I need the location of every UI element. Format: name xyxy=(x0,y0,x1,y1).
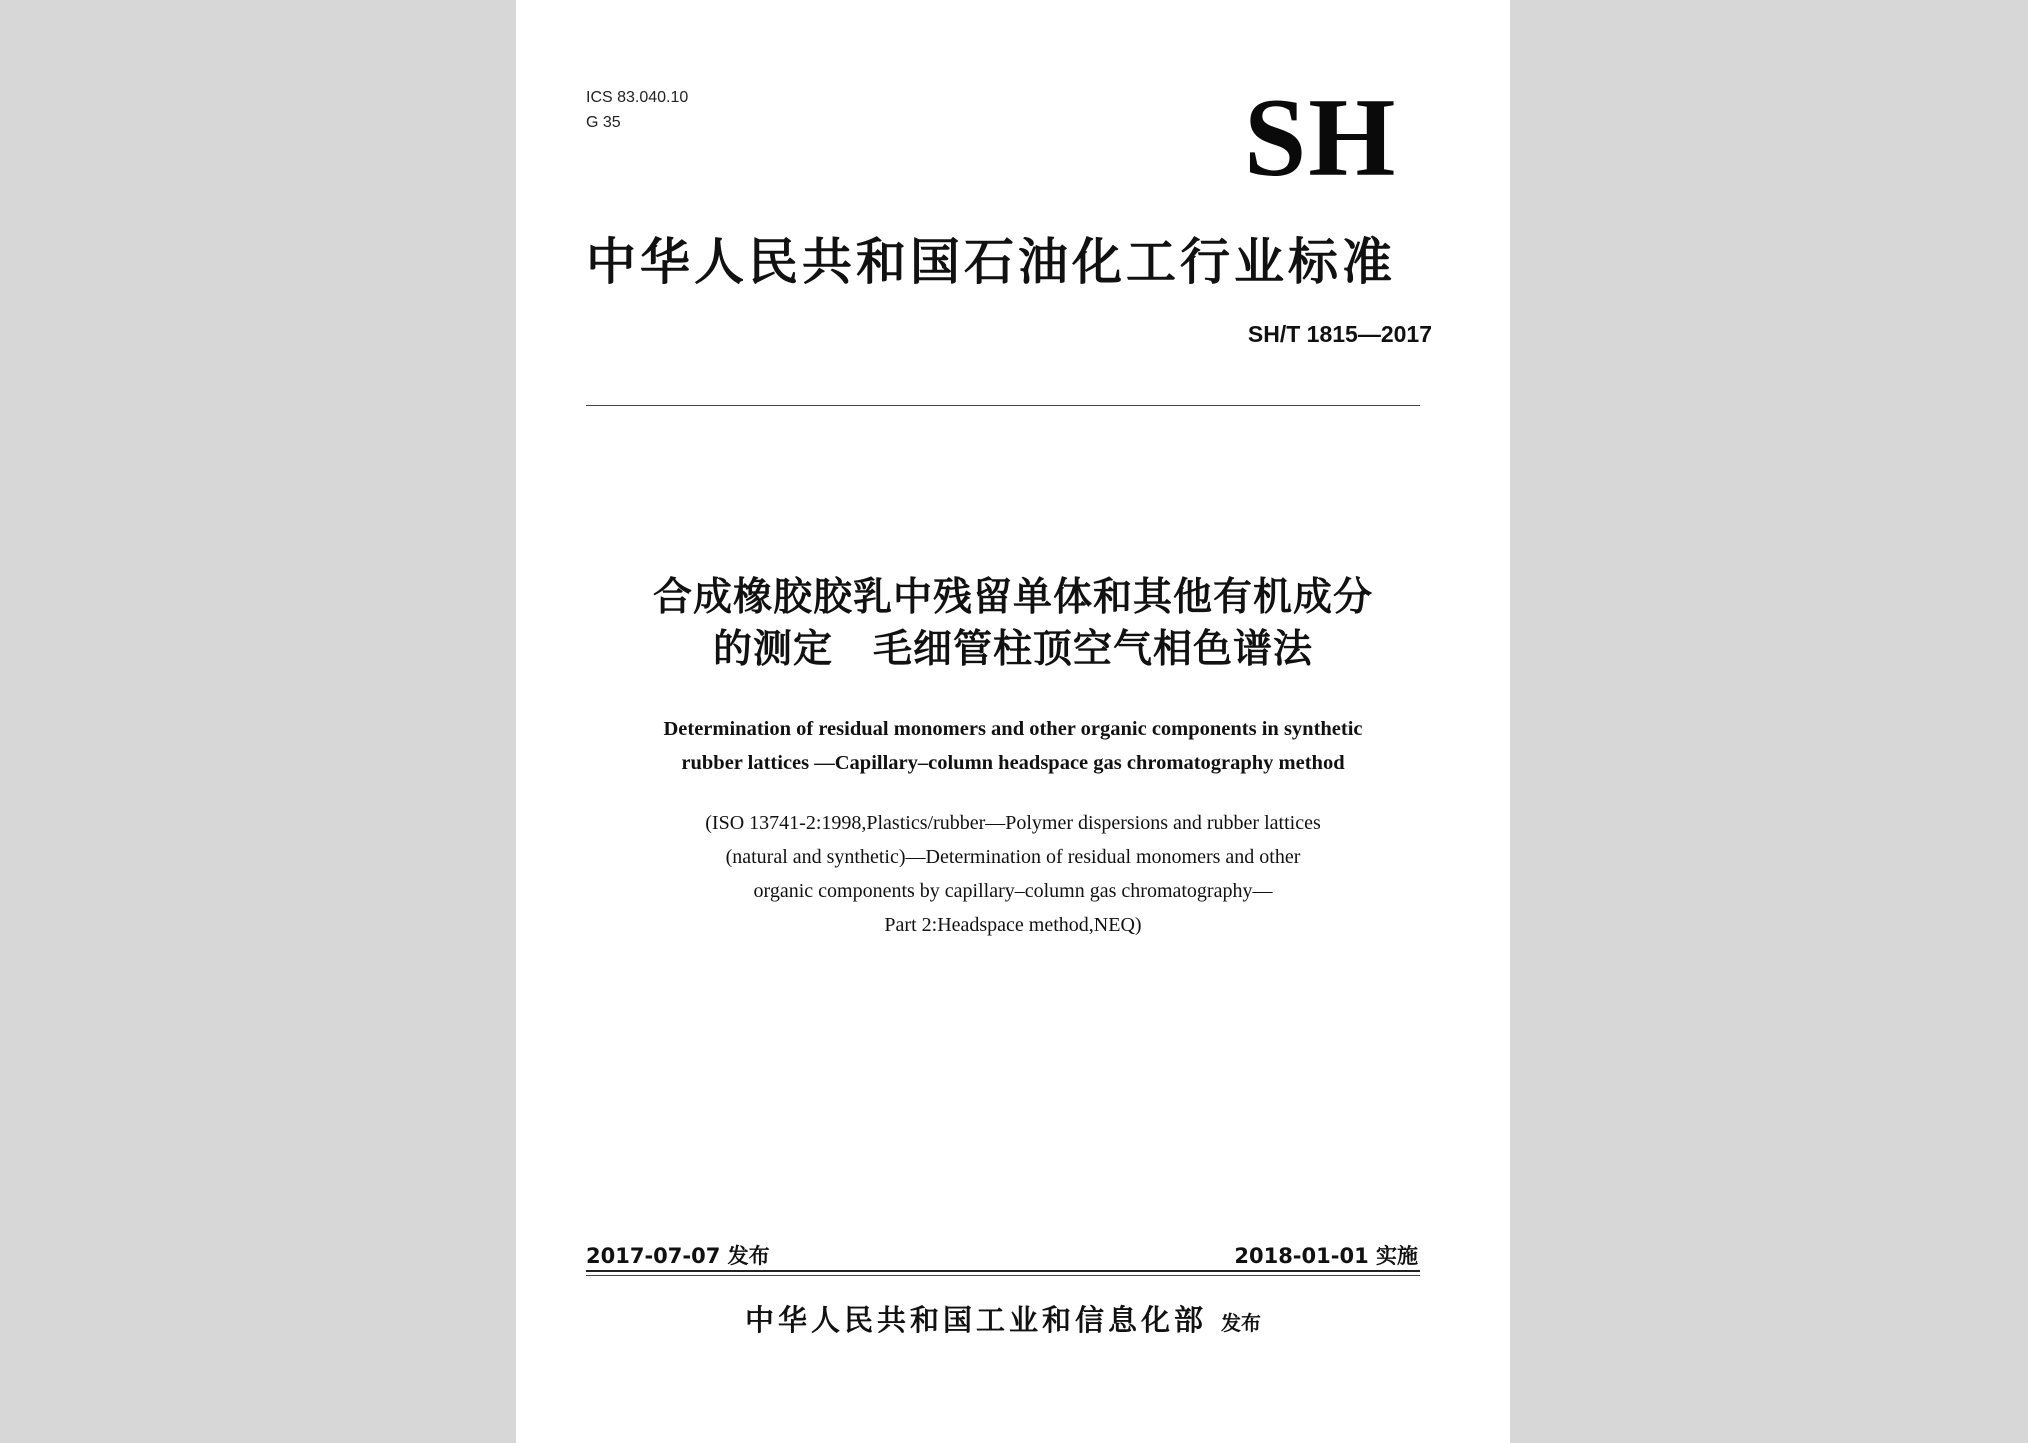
footer-divider-thin xyxy=(586,1275,1420,1276)
chinese-title xyxy=(556,572,1470,676)
ics-code: ICS 83.040.10 xyxy=(586,89,689,106)
iso-adoption-note xyxy=(556,806,1470,942)
english-title xyxy=(556,712,1470,780)
iso-note-line-1: (ISO 13741-2:1998,Plastics/rubber—Polymer dispersions and rubber lattices xyxy=(705,812,1321,834)
implement-date: 2018-01-01 实施 xyxy=(1234,1244,1418,1268)
issuer-name: 中华人民共和国工业和信息化部 xyxy=(744,1303,1207,1337)
publish-date: 2017-07-07 发布 xyxy=(586,1244,770,1268)
iso-note-line-3: organic components by capillary–column gas chromatography— xyxy=(753,880,1273,902)
english-title-line-2: rubber lattices —Capillary–column headspace gas chromatography method xyxy=(681,752,1345,774)
header-divider xyxy=(586,405,1420,406)
footer-divider-thick xyxy=(586,1270,1420,1272)
iso-note-line-4: Part 2:Headspace method,NEQ) xyxy=(884,914,1142,936)
issuer-line xyxy=(586,1300,1420,1343)
chinese-title-line-1: 合成橡胶胶乳中残留单体和其他有机成分 xyxy=(652,575,1373,620)
standard-number: SH/T 1815—2017 xyxy=(1247,321,1432,347)
ccs-code: G 35 xyxy=(586,114,621,131)
document-page xyxy=(516,0,1510,1443)
english-title-line-1: Determination of residual monomers and other organic components in synthetic xyxy=(663,718,1363,740)
chinese-title-line-2: 的测定 毛细管柱顶空气相色谱法 xyxy=(712,627,1313,672)
standard-category-title: 中华人民共和国石油化工行业标准 xyxy=(586,233,1396,291)
issuer-suffix: 发布 xyxy=(1221,1311,1261,1335)
iso-note-line-2: (natural and synthetic)—Determination of residual monomers and other xyxy=(725,846,1301,868)
sh-logo: SH xyxy=(1244,76,1398,200)
